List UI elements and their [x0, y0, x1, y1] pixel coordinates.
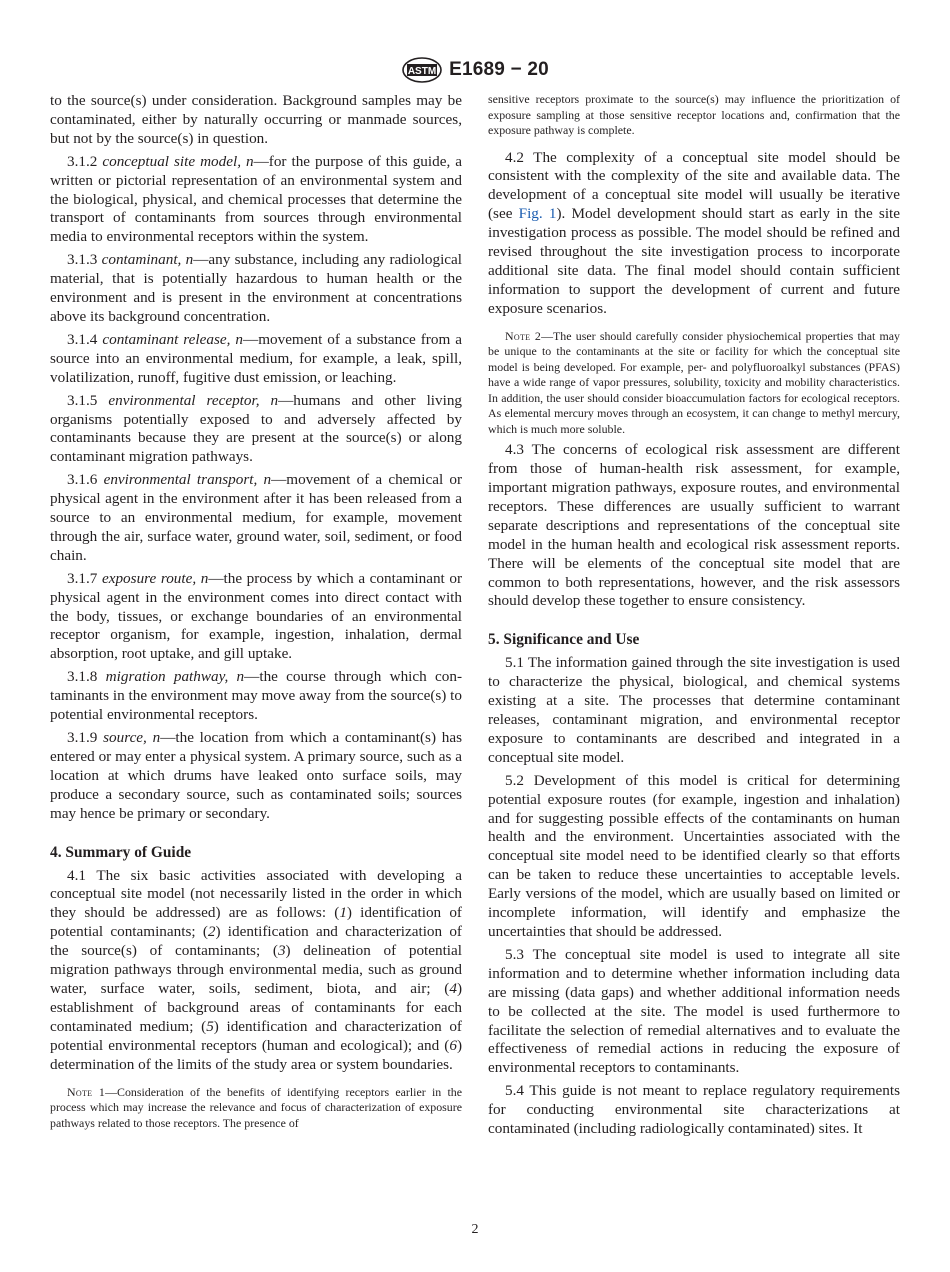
paragraph-5-1: 5.1 The information gained through the site investigation is used to characterize the physical, biological, and chemical systems existing at a site. The processes that determine contaminant releases, contaminant migration, and environmental receptor exposure to contaminants are described and integrated in a conceptual site model.	[488, 654, 900, 766]
right-column	[488, 92, 900, 1143]
term-contaminant: contaminant, n	[101, 251, 194, 269]
note-2-label: Note 2	[505, 328, 542, 343]
section-5-heading: 5. Significance and Use	[488, 631, 640, 649]
section-4-heading: 4. Summary of Guide	[50, 843, 192, 861]
svg-text:ASTM: ASTM	[407, 66, 437, 77]
astm-logo-icon	[401, 57, 443, 83]
term-migration-pathway: migration pathway, n	[105, 668, 245, 686]
definition-3-1-7: 3.1.7 exposure route, n—the process by which a contaminant or physical agent in the environment comes into direct contact with the body, tissues, or exchange boundaries of an environmental receptor organism, for example, ingestion, inhalation, dermal absorption, root uptake, and gill uptake.	[50, 569, 463, 663]
paragraph-4-1: 4.1 The six basic activities associated with developing a conceptual site model (not necessarily listed in the order in which they should be addressed) are as follows: (1) identification of potential contaminants; (2) identification and characterization of the source(s) of contaminants; (3) delineation of potential migration pathways through environmental media, such as ground water, surface water, soils, sediment, biota, and air; (4) establishment of background areas of contaminants for each contaminated medium; (5) identification and characterization of potential environmental receptors (human and ecological); and (6) determination of the limits of the study area or system boundaries.	[50, 866, 462, 1073]
page-header	[0, 56, 950, 84]
standard-designation: E1689 − 20	[449, 59, 549, 80]
definition-3-1-2: 3.1.2 conceptual site model, n—for the purpose of this guide, a written or pictorial representation of an environmental system and the biological, physical, and chemical processes that determine the transport of contaminants from sources through environmental media to environmental receptors within the system.	[50, 152, 462, 246]
fig-1-link[interactable]: Fig. 1	[518, 205, 557, 223]
term-environmental-receptor: environmental receptor, n	[108, 391, 279, 409]
note-1-continued: sensitive receptors proximate to the source(s) may influence the prioritization of exposure sampling at those sensitive receptor locations and, confirmation that the exposure pathway is complete.	[488, 92, 900, 137]
definition-3-1-9: 3.1.9 source, n—the location from which a contaminant(s) has entered or may enter a physical system. A primary source, such as a location at which drums have leaked onto surface soils, may produce a secondary source, such as contaminated soils; sources may hence be primary or secondary.	[50, 729, 463, 822]
left-column	[50, 92, 462, 1135]
definition-3-1-4: 3.1.4 contaminant release, n—movement of a substance from a source into an environmental medium, for example, a leak, spill, volatilization, runoff, fugitive dust emission, or leaching.	[50, 330, 462, 386]
paragraph-4-3: 4.3 The concerns of ecological risk assessment are different from those of human-health risk assessment, for example, important migration pathways, exposure routes, and environmental receptors. These differences are usually sufficient to warrant separate descriptions and representations of the conceptual site model in the human health and ecological risk assessment reports. There will be elements of the conceptual site model that are common to both representations, however, and the risk assessors should develop these together to ensure consistency.	[488, 441, 900, 610]
note-1-label: Note 1	[67, 1084, 106, 1099]
page-number: 2	[471, 1222, 479, 1237]
term-conceptual-site-model: conceptual site model, n	[102, 152, 254, 170]
paragraph-5-3: 5.3 The conceptual site model is used to integrate all site information and to determine whether information including data are missing (data gaps) and whether additional information needs to be collected at the site. The model is used furthermore to facilitate the selection of remedial alternatives and to evaluate the effectiveness of remedial actions in reducing the exposure of environmental receptors to contaminants.	[488, 945, 900, 1077]
paragraph-4-2: 4.2 The complexity of a conceptual site model should be consistent with the complexity of the site and available data. The development of a conceptual site model will usually be iterative (see Fig. 1). Model development should start as early in the site investigation process as possible. The model should be refined and revised throughout the site investigation process to incorporate additional site data. The final model should contain sufficient information to support the development of current and future exposure scenarios.	[488, 148, 901, 317]
note-1: Note 1—Consideration of the benefits of identifying receptors earlier in the process which may increase the relevance and focus of characterization of exposure pathways related to those receptors. The presence of	[50, 1084, 462, 1130]
term-source: source, n	[103, 729, 161, 746]
definition-3-1-3: 3.1.3 contaminant, n—any substance, including any radiological material, that is potentially hazardous to human health or the environment and is present in the environment at concentrations above its background concentration.	[50, 251, 462, 325]
paragraph-5-4: 5.4 This guide is not meant to replace regulatory requirements for conducting environmental site characterizations at contaminated (including radiologically contaminated) sites. It	[488, 1082, 900, 1138]
paragraph-5-2: 5.2 Development of this model is critical for determining potential exposure routes (for example, ingestion and inhalation) and for suggesting possible effects of the contaminants on human health and the environment. Uncertainties associated with the conceptual site model need to be identified clearly so that efforts can be taken to reduce these uncertainties to acceptable levels. Early versions of the model, which are usually based on limited or incomplete information, will identify and emphasize the uncertainties that should be addressed.	[488, 771, 900, 940]
paragraph-background-cont: to the source(s) under consideration. Background samples may be contaminated, either by naturally occurring or manmade sources, but not by the source(s) in question.	[50, 92, 462, 147]
term-contaminant-release: contaminant release, n	[102, 330, 243, 348]
term-exposure-route: exposure route, n	[101, 569, 209, 587]
term-environmental-transport: environmental transport, n	[103, 471, 272, 489]
definition-3-1-6: 3.1.6 environmental transport, n—movement of a chemical or physical agent in the environment after it has been released from a source to an environmental medium, for example, movement through the air, surface water, ground water, soil, sediment, or food chain.	[50, 471, 463, 564]
definition-3-1-5: 3.1.5 environmental receptor, n—humans and other living organisms potentially exposed to and adversely affected by contaminants because they are present at the source(s) or along contaminant migration pathways.	[50, 391, 463, 466]
note-2: Note 2—The user should carefully consider physiochemical properties that may be unique to the contaminants at the site or facility for which the conceptual site model is being developed. For example, per- and polyfluoroalkyl substances (PFAS) have a wide range of vapor pressures, solubility, toxicity and mobility characteristics. In addition, the user should consider bioaccumulation factors for ecological receptors. As elemental mercury moves through an ecosystem, it can change to methyl mercury, which is much more soluble.	[488, 328, 901, 436]
definition-3-1-8: 3.1.8 migration pathway, n—the course through which contaminants in the environment may move away from the source(s) to potential environmental receptors.	[50, 668, 463, 724]
